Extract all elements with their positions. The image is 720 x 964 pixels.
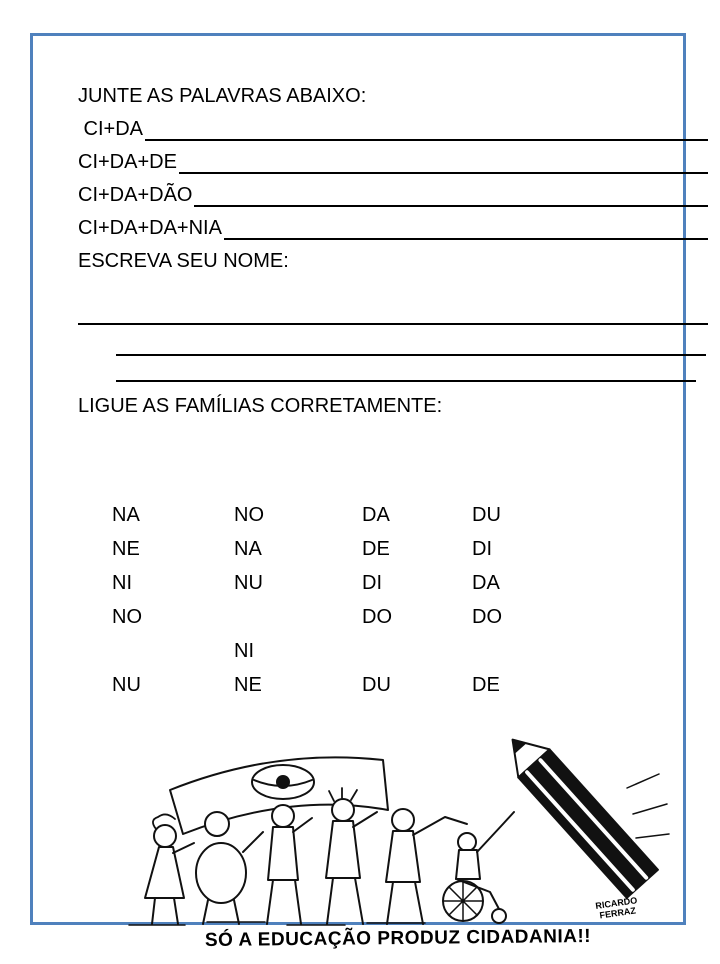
- syllable-cell: NO: [112, 606, 142, 628]
- syllable-cell: NI: [112, 572, 132, 594]
- syllable-cell: DU: [362, 674, 391, 696]
- syllable-cell: DO: [472, 606, 502, 628]
- join-line-cidadania: [78, 212, 708, 245]
- write-line: [224, 238, 708, 240]
- write-line: [194, 205, 708, 207]
- syllable-cell: DO: [362, 606, 392, 628]
- join-label-cidadania: CI+DA+DA+NIA: [78, 217, 222, 239]
- write-name-title: ESCREVA SEU NOME:: [78, 250, 289, 272]
- spacer: [78, 382, 708, 390]
- syllable-cell: NA: [112, 504, 140, 526]
- join-words-title: JUNTE AS PALAVRAS ABAIXO:: [78, 85, 367, 107]
- write-line: [145, 139, 708, 141]
- artist-signature: RICARDO FERRAZ: [594, 895, 638, 921]
- name-write-line-3: [116, 356, 696, 382]
- illustration-caption: SÓ A EDUCAÇÃO PRODUZ CIDADANIA!!: [204, 925, 592, 952]
- syllable-cell: NE: [112, 538, 140, 560]
- syllable-cell: [472, 635, 572, 669]
- syllable-cell: DE: [362, 538, 390, 560]
- syllable-cell: DI: [472, 538, 492, 560]
- syllable-cell: NE: [234, 674, 262, 696]
- syllable-cell: NI: [234, 640, 254, 662]
- name-write-line-1: [78, 294, 708, 325]
- syllable-cell: [362, 635, 472, 669]
- syllable-cell: DE: [472, 674, 500, 696]
- worksheet-content: [78, 80, 708, 703]
- spacer: [78, 278, 708, 294]
- syllable-cell: NO: [234, 504, 264, 526]
- syllable-cell: NA: [234, 538, 262, 560]
- syllable-cell: [112, 635, 234, 669]
- join-label-cida: CI+DA: [78, 118, 144, 140]
- syllable-cell: [234, 601, 362, 635]
- page-border-frame: [30, 33, 686, 952]
- join-line-cidadao: [78, 179, 708, 212]
- syllable-cell: DA: [472, 572, 500, 594]
- name-write-line-2: [116, 325, 706, 356]
- join-label-cidadao: CI+DA+DÃO: [78, 184, 193, 206]
- syllable-cell: NU: [234, 572, 263, 594]
- write-line: [179, 172, 708, 174]
- syllable-cell: DI: [362, 572, 382, 594]
- join-line-cidade: [78, 146, 708, 179]
- families-title: LIGUE AS FAMÍLIAS CORRETAMENTE:: [78, 395, 443, 417]
- syllable-cell: DU: [472, 504, 501, 526]
- syllable-cell: DA: [362, 504, 390, 526]
- join-label-cidade: CI+DA+DE: [78, 151, 177, 173]
- cartoon-drawing-svg: [115, 732, 681, 928]
- syllable-cell: NU: [112, 674, 141, 696]
- spacer: [78, 423, 708, 499]
- syllable-grid: [112, 499, 708, 703]
- join-line-cida: [78, 113, 708, 146]
- education-cartoon-illustration: [115, 732, 681, 964]
